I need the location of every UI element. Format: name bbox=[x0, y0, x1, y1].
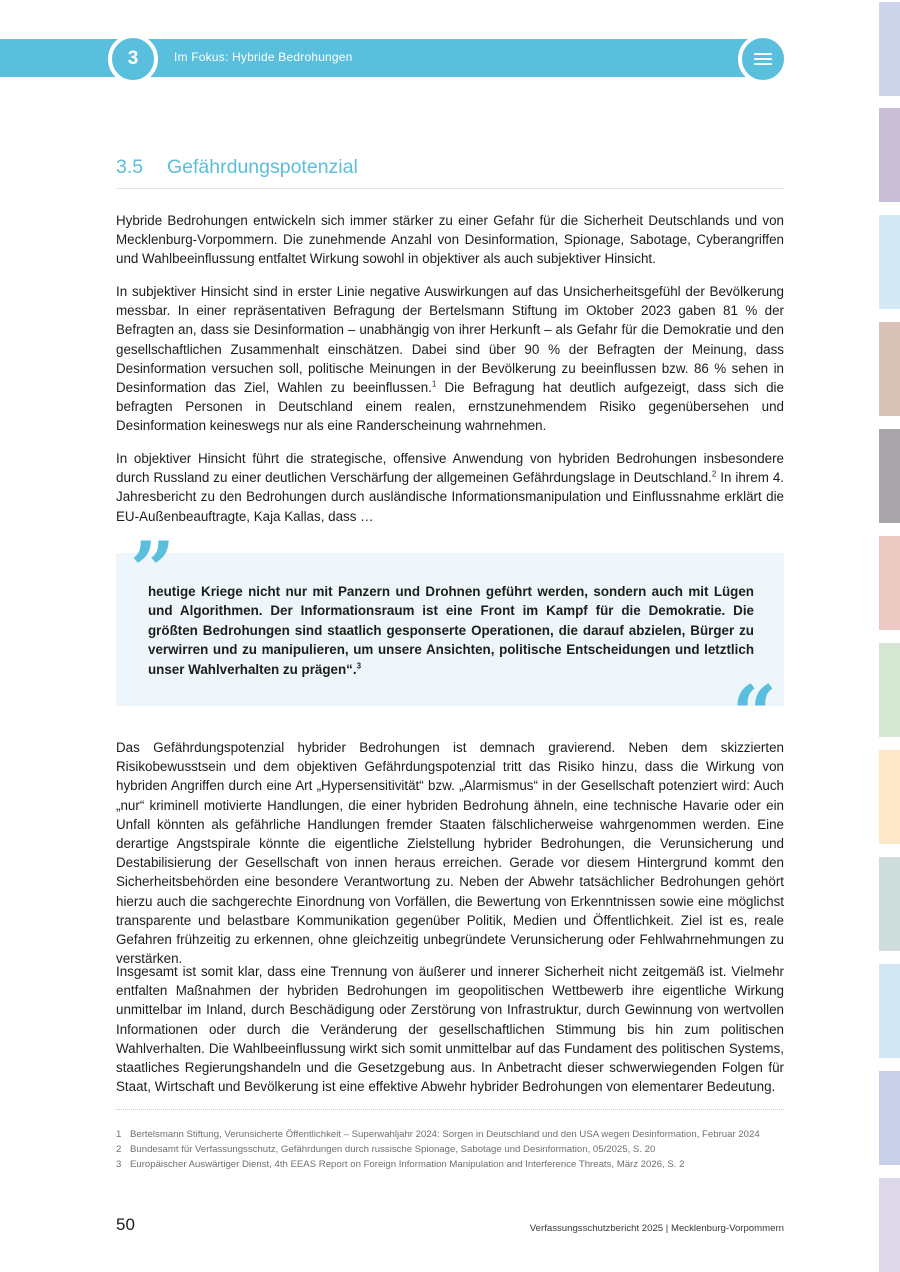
section-title: Gefährdungspotenzial bbox=[167, 156, 358, 178]
closing-quote-mark: “ bbox=[732, 669, 777, 760]
paragraph-threat-potential: Das Gefährdungspotenzial hybrider Bedrohungen ist demnach gravierend. Neben dem skizzierten Risikobewusstsein und dem objektiven Gefährdungspotenzial tritt das Risiko hinzu, dass die Wirkung von hybriden Angriffen durch eine Art „Hypersensitivität“ bzw. „Alarmismus“ in der Gesellschaft potenziert wird: Auch „nur“ kriminell motivierte Handlungen, die einer hybriden Bedrohung ähneln, eine technische Havarie oder ein Unfall könnten als gefährliche Handlungen fremder Staaten fälschlicherweise wahrgenommen werden. Eine derartige Angstspirale könnte die eigentliche Zielstellung hybrider Bedrohungen, die Verunsicherung und Destabilisierung der Gesellschaft von innen heraus erreichen. Gerade vor diesem Hintergrund kommt den Sicherheitsbehörden eine besondere Verantwortung zu. Neben der Abwehr tatsächlicher Bedrohungen gehört hierzu auch die sachgerechte Einordnung von Vorfällen, die Bewertung von Erkenntnissen sowie eine möglichst transparente und belastbare Kommunikation gegenüber Politik, Medien und Öffentlichkeit. Ziel ist es, reale Gefahren frühzeitig zu erkennen, ohne gleichzeitig unbegründete Verunsicherung oder Fehlwahrnehmungen zu verstärken. bbox=[116, 740, 784, 967]
chapter-tab-10[interactable] bbox=[879, 964, 900, 1058]
menu-button[interactable] bbox=[738, 34, 788, 84]
chapter-tab-3[interactable] bbox=[879, 215, 900, 309]
chapter-tab-5[interactable] bbox=[879, 429, 900, 523]
paragraph-intro: Hybride Bedrohungen entwickeln sich immer stärker zu einer Gefahr für die Sicherheit Deutschlands und von Mecklenburg-Vorpommern. Die zunehmende Anzahl von Desinformation, Spionage, Sabotage, Cyberangriffen und Wahlbeeinflussung entfaltet Wirkung sowohl in objektiver als auch subjektiver Hinsicht. bbox=[116, 213, 784, 267]
quote-text: heutige Kriege nicht nur mit Panzern und Drohnen geführt werden, sondern auch mit Lügen und Algorithmen. Der Informationsraum ist eine Front im Kampf für die Demokratie. Die größten Bedrohungen sind staatlich gesponserte Operationen, die darauf abzielen, Bürger zu verwirren und zu manipulieren, um unsere Ansichten, politische Entscheidungen und letztlich unser Wahlverhalten zu prägen“.$^3$ bbox=[148, 584, 754, 677]
footnote-3: 3 Europäischer Auswärtiger Dienst, 4th EEAS Report on Foreign Information Manipulation and Interference Threats, März 2026, S. 2 bbox=[116, 1159, 685, 1170]
footnote-2: 2 Bundesamt für Verfassungsschutz, Gefährdungen durch russische Spionage, Sabotage und Desinformation, 05/2025, S. 20 bbox=[116, 1144, 656, 1155]
chapter-tab-4[interactable] bbox=[879, 322, 900, 416]
paragraph-objective: In objektiver Hinsicht führt die strategische, offensive Anwendung von hybriden Bedrohungen insbesondere durch Russland zu einer deutlichen Verschärfung der allgemeinen Gefährdungslage in Deutschland.$^2$ In ihrem 4. Jahresbericht zu den Bedrohungen durch ausländische Informationsmanipulation und Einflussnahme erklärt die EU-Außenbeauftragte, Kaja Kallas, dass … bbox=[116, 451, 785, 524]
footnote-1: 1 Bertelsmann Stiftung, Verunsicherte Öffentlichkeit – Superwahljahr 2024: Sorgen in Deutschland und den USA wegen Desinformation, Februar 2024 bbox=[116, 1129, 760, 1140]
footer-publication: Verfassungsschutzbericht 2025 | Mecklenburg-Vorpommern bbox=[529, 1223, 784, 1234]
page-number: 50 bbox=[116, 1215, 135, 1234]
chapter-tab-6[interactable] bbox=[879, 536, 900, 630]
chapter-tab-8[interactable] bbox=[879, 750, 900, 844]
chapter-tab-9[interactable] bbox=[879, 857, 900, 951]
chapter-title[interactable]: Im Fokus: Hybride Bedrohungen bbox=[174, 50, 353, 64]
chapter-tab-11[interactable] bbox=[879, 1071, 900, 1165]
footnote-ref-3[interactable]: 3 bbox=[356, 661, 362, 671]
paragraph-subjective: In subjektiver Hinsicht sind in erster Linie negative Auswirkungen auf das Unsicherheitsgefühl der Bevölkerung messbar. In einer repräsentativen Befragung der Bertelsmann Stiftung im Oktober 2023 gaben 81 % der Befragten an, dass sie Desinformation – unabhängig von ihrer Herkunft – als Gefahr für die Demokratie und den gesellschaftlichen Zusammenhalt einschätzen. Dabei sind über 90 % der Befragten der Meinung, dass Desinformation versuchen soll, politische Meinungen in der Bevölkerung zu beeinflussen bzw. 86 % sehen in Desinformation das Ziel, Wahlen zu beeinflussen.$^1$ Die Befragung hat deutlich aufgezeigt, dass sich die befragten Personen in Deutschland einem realen, ernstzunehmendem Risiko gegenübersehen und Desinformation keineswegs nur als eine Randerscheinung wahrnehmen. bbox=[116, 284, 784, 434]
footnote-ref-1[interactable]: 1 bbox=[431, 379, 437, 389]
section-heading bbox=[116, 154, 784, 189]
footnote-divider bbox=[116, 1109, 784, 1110]
chapter-tab-1[interactable] bbox=[879, 2, 900, 96]
paragraph-conclusion: Insgesamt ist somit klar, dass eine Trennung von äußerer und innerer Sicherheit nicht zeitgemäß ist. Vielmehr entfalten Maßnahmen der hybriden Bedrohungen im geopolitischen Wettbewerb ihre eigentliche Wirkung unmittelbar im Inland, durch Beschädigung oder Zerstörung von Infrastruktur, durch Gewinnung von wertvollen Informationen oder durch die Veränderung der gesellschaftlichen Stimmung bis hin zum politischen Wahlverhalten. Die Wahlbeeinflussung wirkt sich somit unmittelbar auf das Fundament des politischen Systems, staatliches Regierungshandeln und die Gesetzgebung aus. In Anbetracht dieser schwerwiegenden Folgen für Staat, Wirtschaft und Bevölkerung ist eine effektive Abwehr hybrider Bedrohungen von elementarer Bedeutung. bbox=[116, 964, 784, 1095]
chapter-tab-12[interactable] bbox=[879, 1178, 900, 1272]
footnote-ref-2[interactable]: 2 bbox=[711, 469, 717, 479]
opening-quote-mark: ” bbox=[130, 525, 175, 616]
chapter-tab-2[interactable] bbox=[879, 108, 900, 202]
chapter-tab-7[interactable] bbox=[879, 643, 900, 737]
section-number: 3.5 bbox=[116, 156, 144, 178]
chapter-number-badge: 3 bbox=[108, 34, 158, 84]
